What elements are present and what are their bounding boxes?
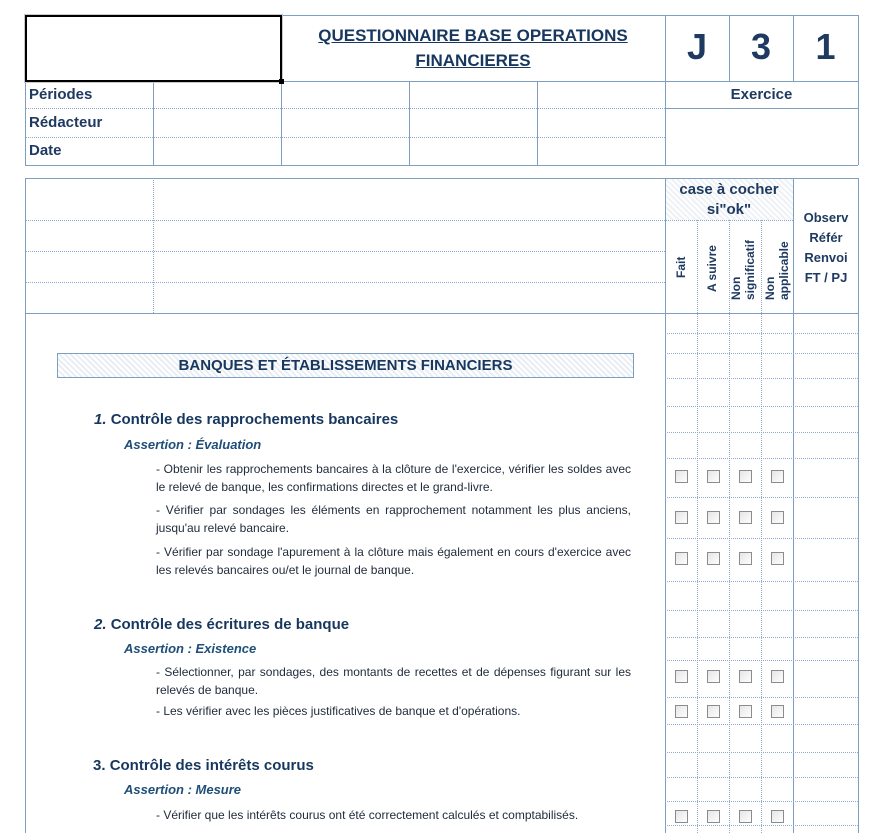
checkbox-a-suivre[interactable] [707, 511, 720, 524]
checkbox-non-significatif[interactable] [739, 511, 752, 524]
section-1-item-1: - Obtenir les rapprochements bancaires à la clôture de l'exercice, vérifier les soldes avec le relevé de banque, les confirmations directes et le grand-livre. [156, 462, 631, 494]
section-2-title: Contrôle des écritures de banque [110, 616, 350, 633]
section-1-item-2: - Vérifier par sondages les éléments en rapprochement notamment les plus anciens, jusqu'au relevé bancaire. [156, 503, 631, 535]
checkbox-non-applicable[interactable] [771, 810, 784, 823]
checkbox-non-applicable[interactable] [771, 511, 784, 524]
checkbox-non-significatif[interactable] [739, 552, 752, 565]
checkbox-non-significatif[interactable] [739, 705, 752, 718]
checkbox-a-suivre[interactable] [707, 705, 720, 718]
section-2-number: 2. [94, 616, 107, 633]
section-1-assertion: Assertion : Évaluation [124, 437, 262, 452]
checkbox-a-suivre[interactable] [707, 810, 720, 823]
checkbox-fait[interactable] [675, 670, 688, 683]
section-2-assertion: Assertion : Existence [124, 641, 257, 656]
checkbox-non-applicable[interactable] [771, 552, 784, 565]
checkbox-non-significatif[interactable] [739, 470, 752, 483]
date-label: Date [29, 142, 62, 159]
checkbox-fait[interactable] [675, 552, 688, 565]
section-2-item-1: - Sélectionner, par sondages, des montants de recettes et de dépenses figurant sur les relevés de banque. [156, 665, 631, 697]
redacteur-label: Rédacteur [29, 114, 103, 131]
section-2-heading [94, 616, 349, 633]
fill-handle[interactable] [279, 79, 284, 84]
checkbox-a-suivre[interactable] [707, 470, 720, 483]
checkbox-fait[interactable] [675, 511, 688, 524]
checkbox-non-applicable[interactable] [771, 470, 784, 483]
code-letter: J [686, 26, 708, 67]
checkbox-non-applicable[interactable] [771, 670, 784, 683]
check-header-title: case à cocher si"ok" [679, 181, 779, 218]
checkbox-a-suivre[interactable] [707, 552, 720, 565]
checkbox-non-applicable[interactable] [771, 705, 784, 718]
periodes-label: Périodes [29, 86, 93, 103]
checkbox-a-suivre[interactable] [707, 670, 720, 683]
col-a-suivre: A suivre [705, 245, 719, 292]
logo-cell[interactable] [25, 15, 282, 82]
exercice-label: Exercice [730, 86, 793, 103]
checkbox-fait[interactable] [675, 705, 688, 718]
section-1-item-3: - Vérifier par sondage l'apurement à la clôture mais également en cours d'exercice avec les relevés bancaires ou/et le journal de banque. [156, 545, 631, 577]
banner-title: BANQUES ET ÉTABLISSEMENTS FINANCIERS [178, 357, 513, 374]
section-1-number: 1. [94, 411, 107, 428]
observ-header: Observ Référ Renvoi FT / PJ [803, 210, 849, 285]
checkbox-non-significatif[interactable] [739, 670, 752, 683]
section-1-heading [94, 411, 398, 428]
section-3-number: 3. [93, 757, 106, 774]
col-non-significatif: Non significatif [729, 239, 757, 300]
checkbox-fait[interactable] [675, 810, 688, 823]
section-3-assertion: Assertion : Mesure [124, 782, 242, 797]
checkbox-non-significatif[interactable] [739, 810, 752, 823]
checkbox-fait[interactable] [675, 470, 688, 483]
page-title: QUESTIONNAIRE BASE OPERATIONS FINANCIERES [318, 26, 628, 70]
code-digit-2: 1 [815, 26, 836, 67]
col-fait: Fait [674, 256, 688, 278]
section-1-title: Contrôle des rapprochements bancaires [110, 411, 399, 428]
section-3-title: Contrôle des intérêts courus [109, 757, 314, 774]
col-non-applicable: Non applicable [763, 241, 791, 300]
section-2-item-2: - Les vérifier avec les pièces justificatives de banque et d'opérations. [156, 704, 521, 718]
code-digit-1: 3 [750, 26, 772, 67]
section-3-item-1: - Vérifier que les intérêts courus ont été correctement calculés et comptabilisés. [156, 808, 579, 822]
section-3-heading [93, 757, 314, 774]
